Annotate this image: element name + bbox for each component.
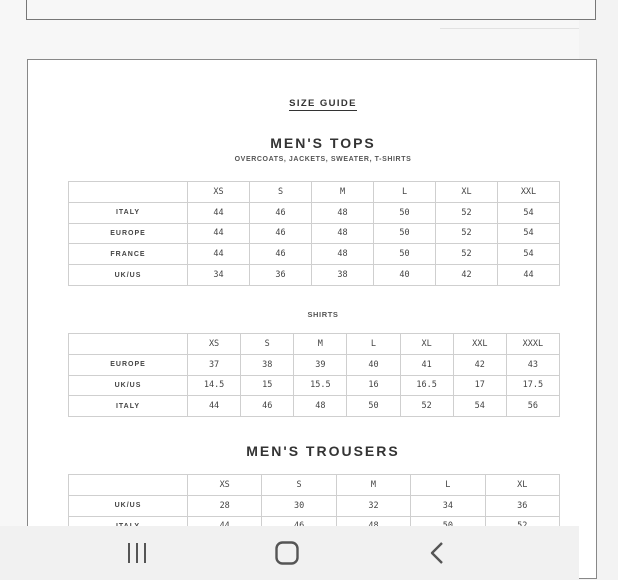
mens-tops-table	[68, 181, 560, 286]
size-guide-title-text: SIZE GUIDE	[289, 98, 357, 109]
shirts-table	[68, 333, 560, 417]
mens-tops-header-row	[69, 182, 560, 203]
mens-tops-size-value: 44	[188, 244, 250, 265]
mens-trousers-size-value: 34	[411, 495, 485, 516]
mens-tops-size-value: 50	[374, 223, 436, 244]
shirts-size-value: 17	[453, 375, 506, 396]
mens-tops-size-value: 42	[436, 265, 498, 286]
mens-tops-size-value: 44	[188, 202, 250, 223]
shirts-size-header: XXL	[453, 334, 506, 355]
mens-tops-size-value: 54	[498, 223, 560, 244]
table-row	[69, 244, 560, 265]
shirts-size-header: XS	[188, 334, 241, 355]
shirts-size-value: 46	[241, 396, 294, 417]
shirts-size-value: 40	[347, 354, 400, 375]
shirts-size-value: 15.5	[294, 375, 347, 396]
shirts-size-header: L	[347, 334, 400, 355]
shirts-size-value: 48	[294, 396, 347, 417]
shirts-size-value: 15	[241, 375, 294, 396]
previous-content-box	[26, 0, 596, 20]
mens-tops-size-value: 40	[374, 265, 436, 286]
mens-tops-row-label: EUROPE	[69, 223, 188, 244]
shirts-size-header: S	[241, 334, 294, 355]
size-guide-sheet	[27, 59, 597, 579]
shirts-size-value: 44	[188, 396, 241, 417]
shirts-row-label: UK/US	[69, 375, 188, 396]
mens-trousers-corner-cell	[69, 475, 188, 496]
shirts-size-value: 41	[400, 354, 453, 375]
shirts-size-value: 16.5	[400, 375, 453, 396]
mens-trousers-size-header: XL	[485, 475, 559, 496]
shirts-size-value: 14.5	[188, 375, 241, 396]
mens-tops-size-value: 52	[436, 202, 498, 223]
mens-tops-row-label: UK/US	[69, 265, 188, 286]
table-row	[69, 396, 560, 417]
shirts-size-value: 43	[506, 354, 559, 375]
size-guide-title	[28, 98, 618, 109]
divider	[440, 28, 579, 29]
shirts-row-label: ITALY	[69, 396, 188, 417]
shirts-size-value: 56	[506, 396, 559, 417]
mens-trousers-size-header: L	[411, 475, 485, 496]
system-navigation-bar	[0, 526, 579, 580]
mens-tops-size-value: 54	[498, 244, 560, 265]
recent-apps-button[interactable]	[107, 526, 167, 580]
shirts-size-header: XL	[400, 334, 453, 355]
shirts-size-value: 37	[188, 354, 241, 375]
shirts-size-value: 50	[347, 396, 400, 417]
mens-trousers-size-value: 30	[262, 495, 336, 516]
table-row	[69, 354, 560, 375]
shirts-title: SHIRTS	[307, 310, 339, 319]
mens-tops-size-value: 46	[250, 202, 312, 223]
shirts-size-value: 54	[453, 396, 506, 417]
shirts-size-header: M	[294, 334, 347, 355]
mens-trousers-row-label: UK/US	[69, 495, 188, 516]
mens-tops-size-value: 48	[312, 244, 374, 265]
mens-trousers-title: MEN'S TROUSERS	[246, 443, 400, 459]
table-row	[69, 202, 560, 223]
back-button[interactable]	[408, 526, 468, 580]
mens-tops-size-value: 52	[436, 244, 498, 265]
shirts-size-value: 16	[347, 375, 400, 396]
mens-tops-size-value: 44	[498, 265, 560, 286]
mens-trousers-size-header: M	[336, 475, 410, 496]
mens-tops-size-value: 44	[188, 223, 250, 244]
mens-tops-row-label: ITALY	[69, 202, 188, 223]
mens-tops-corner-cell	[69, 182, 188, 203]
mens-trousers-header-row	[69, 475, 560, 496]
home-button[interactable]	[257, 526, 317, 580]
mens-tops-size-value: 54	[498, 202, 560, 223]
table-row	[69, 265, 560, 286]
table-row	[69, 375, 560, 396]
table-row	[69, 495, 560, 516]
mens-tops-size-header: S	[250, 182, 312, 203]
mens-tops-size-value: 50	[374, 244, 436, 265]
shirts-size-value: 38	[241, 354, 294, 375]
recent-apps-icon	[125, 541, 149, 565]
mens-tops-size-value: 48	[312, 202, 374, 223]
mens-trousers-size-value: 28	[188, 495, 262, 516]
mens-tops-size-header: M	[312, 182, 374, 203]
mens-tops-size-value: 46	[250, 223, 312, 244]
shirts-row-label: EUROPE	[69, 354, 188, 375]
mens-tops-size-header: L	[374, 182, 436, 203]
home-icon	[274, 540, 300, 566]
mens-tops-size-value: 52	[436, 223, 498, 244]
mens-trousers-size-header: XS	[188, 475, 262, 496]
mens-trousers-size-header: S	[262, 475, 336, 496]
mens-tops-size-header: XS	[188, 182, 250, 203]
mens-tops-title: MEN'S TOPS	[270, 135, 376, 151]
shirts-header-row	[69, 334, 560, 355]
table-row	[69, 223, 560, 244]
mens-tops-size-value: 36	[250, 265, 312, 286]
mens-tops-size-value: 48	[312, 223, 374, 244]
mens-trousers-size-value: 36	[485, 495, 559, 516]
mens-tops-subtitle: OVERCOATS, JACKETS, SWEATER, T-SHIRTS	[234, 156, 412, 163]
mens-tops-size-header: XXL	[498, 182, 560, 203]
mens-tops-size-value: 38	[312, 265, 374, 286]
shirts-size-value: 42	[453, 354, 506, 375]
shirts-size-value: 52	[400, 396, 453, 417]
mens-trousers-size-value: 32	[336, 495, 410, 516]
shirts-corner-cell	[69, 334, 188, 355]
back-icon	[426, 541, 450, 565]
mens-tops-size-value: 46	[250, 244, 312, 265]
shirts-size-header: XXXL	[506, 334, 559, 355]
mens-tops-size-value: 50	[374, 202, 436, 223]
shirts-size-value: 39	[294, 354, 347, 375]
mens-tops-row-label: FRANCE	[69, 244, 188, 265]
mens-tops-size-header: XL	[436, 182, 498, 203]
shirts-size-value: 17.5	[506, 375, 559, 396]
mens-tops-size-value: 34	[188, 265, 250, 286]
